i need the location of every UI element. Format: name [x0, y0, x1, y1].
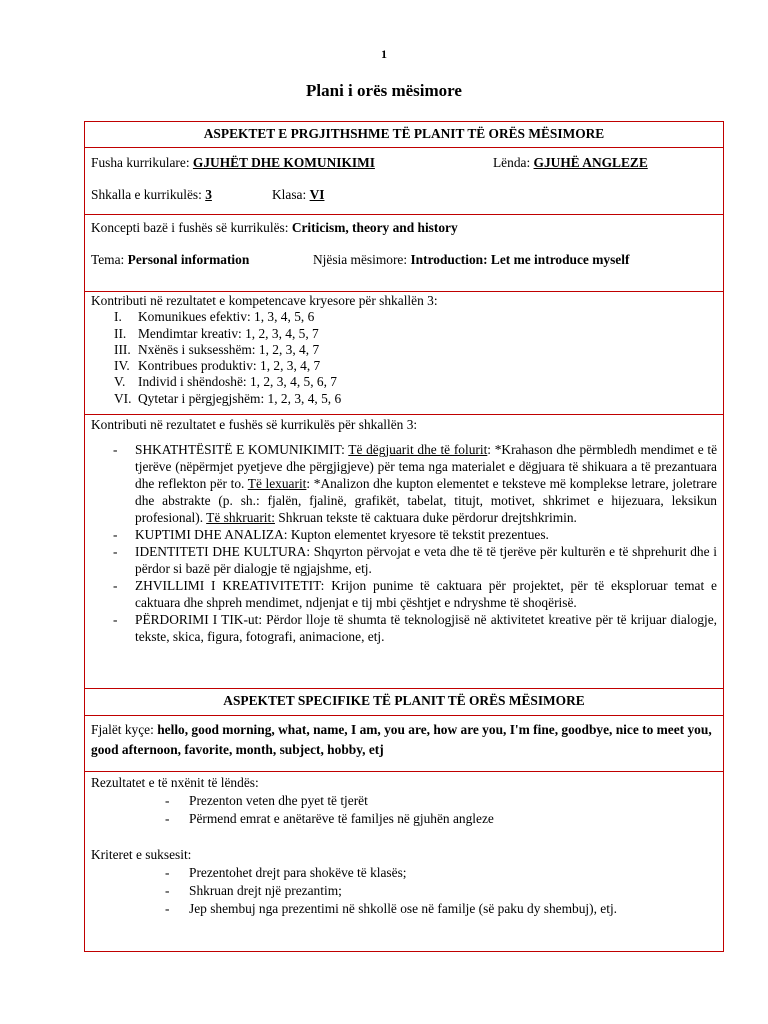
- outcomes-label: Rezultatet e të nxënit të lëndës:: [91, 775, 259, 790]
- njesia-value: Introduction: Let me introduce myself: [410, 252, 630, 267]
- shkalla-value: 3: [205, 187, 212, 202]
- section-specific-header: ASPEKTET SPECIFIKE TË PLANIT TË ORËS MËSIMORE: [85, 688, 723, 715]
- curriculum-info-cell: [85, 147, 723, 214]
- njesia-label: Njësia mësimore:: [313, 252, 408, 267]
- tema-value: Personal information: [127, 252, 250, 267]
- section-general-header: ASPEKTET E PRGJITHSHME TË PLANIT TË ORËS MËSIMORE: [203, 126, 605, 141]
- result-creativity: - ZHVILLIMI I KREATIVITETIT: Krijon punime të caktuara për projektet, për të eksploruar temat e caktuara dhe shpreh mendimet, ndjenjat e tij mbi çështjet e ndryshme të shoqërisë.: [113, 578, 717, 610]
- outcome-item: - Prezenton veten dhe pyet të tjerët: [165, 793, 368, 808]
- curriculum-results-cell: [85, 414, 723, 688]
- shkalla-label: Shkalla e kurrikulës:: [91, 187, 202, 202]
- keywords-cell: [85, 715, 723, 771]
- criteria-label: Kriteret e suksesit:: [91, 847, 192, 862]
- koncepti-value: Criticism, theory and history: [291, 220, 458, 235]
- result-identity: - IDENTITETI DHE KULTURA: Shqyrton përvojat e veta dhe të të tjerëve për kulturën e të shprehurit dhe i përdor si bazë për dialogje të ngjajshme, etj.: [113, 544, 717, 576]
- document-title: Plani i orës mësimore: [306, 81, 462, 100]
- koncepti-label: Koncepti bazë i fushës së kurrikulës:: [91, 220, 289, 235]
- competence-item: II. Mendimtar kreativ: 1, 2, 3, 4, 5, 7: [114, 325, 319, 341]
- competence-item: V. Individ i shëndoshë: 1, 2, 3, 4, 5, 6, 7: [114, 374, 337, 390]
- learning-outcomes-cell: [85, 771, 723, 951]
- keywords-value: hello, good morning, what, name, I am, you are, how are you, I'm fine, goodbye, nice to meet you, good afternoon, favorite, month, subject, hobby, etj: [91, 722, 712, 757]
- lenda-value: GJUHË ANGLEZE: [533, 155, 648, 170]
- fusha-label: Fusha kurrikulare:: [91, 155, 190, 170]
- competence-item: VI. Qytetar i përgjegjshëm: 1, 2, 3, 4, 5, 6: [114, 390, 342, 406]
- fusha-value: GJUHËT DHE KOMUNIKIMI: [192, 155, 375, 170]
- criteria-item: - Jep shembuj nga prezentimi në shkollë ose në familje (së paku dy shembuj), etj.: [165, 901, 618, 916]
- competences-intro: Kontributi në rezultatet e kompetencave kryesore për shkallën 3:: [91, 293, 438, 308]
- lenda-label: Lënda:: [493, 155, 531, 170]
- result-analysis: - KUPTIMI DHE ANALIZA: Kupton elementet kryesore të tekstit prezentues.: [113, 527, 549, 542]
- criteria-item: - Prezentohet drejt para shokëve të klasës;: [165, 865, 407, 880]
- criteria-item: - Shkruan drejt një prezantim;: [165, 883, 342, 898]
- concept-topic-cell: [85, 214, 723, 291]
- competence-item: I. Komunikues efektiv: 1, 3, 4, 5, 6: [114, 309, 315, 325]
- klasa-value: VI: [309, 187, 325, 202]
- result-ict: - PËRDORIMI I TIK-ut: Përdor lloje të shumta të teknologjisë në aktivitetet kreative për të krijuar dialogje, tekste, skica, figura, fotografi, animacione, etj.: [113, 612, 717, 644]
- competence-item: IV. Kontribues produktiv: 1, 2, 3, 4, 7: [114, 358, 321, 374]
- result-communication: - SHKATHTËSITË E KOMUNIKIMIT: Të dëgjuarit dhe të folurit: *Krahason dhe përmbledh mendimet e të tjerëve (nëpërmjet pyetjeve dhe përgjigjeve) për tema nga materialet e dëgjuara të shikuara a të prezantuara dhe reflekton për to. Të lexuarit: *Analizon dhe kupton elementet e teksteve më komplekse letrare, joletrare dhe abstrakte (p. sh.: fjalën, fjalinë, grafikët, tabelat, titujt, motivet, shkrimet e hijezuara, leksikun profesional). Të shkruarit: Shkruan tekste të caktuara duke përdorur drejtshkrimin.: [113, 442, 718, 525]
- competence-item: III. Nxënës i suksesshëm: 1, 2, 3, 4, 7: [114, 341, 320, 357]
- outcome-item: - Përmend emrat e anëtarëve të familjes në gjuhën angleze: [165, 811, 494, 826]
- klasa-label: Klasa:: [272, 187, 307, 202]
- key-competences-cell: [85, 291, 723, 414]
- keywords-label: Fjalët kyçe:: [91, 722, 158, 737]
- page-number: 1: [381, 47, 387, 61]
- lesson-plan-table: [84, 121, 724, 952]
- curriculum-results-intro: Kontributi në rezultatet e fushës së kurrikulës për shkallën 3:: [91, 417, 418, 432]
- tema-label: Tema:: [91, 252, 125, 267]
